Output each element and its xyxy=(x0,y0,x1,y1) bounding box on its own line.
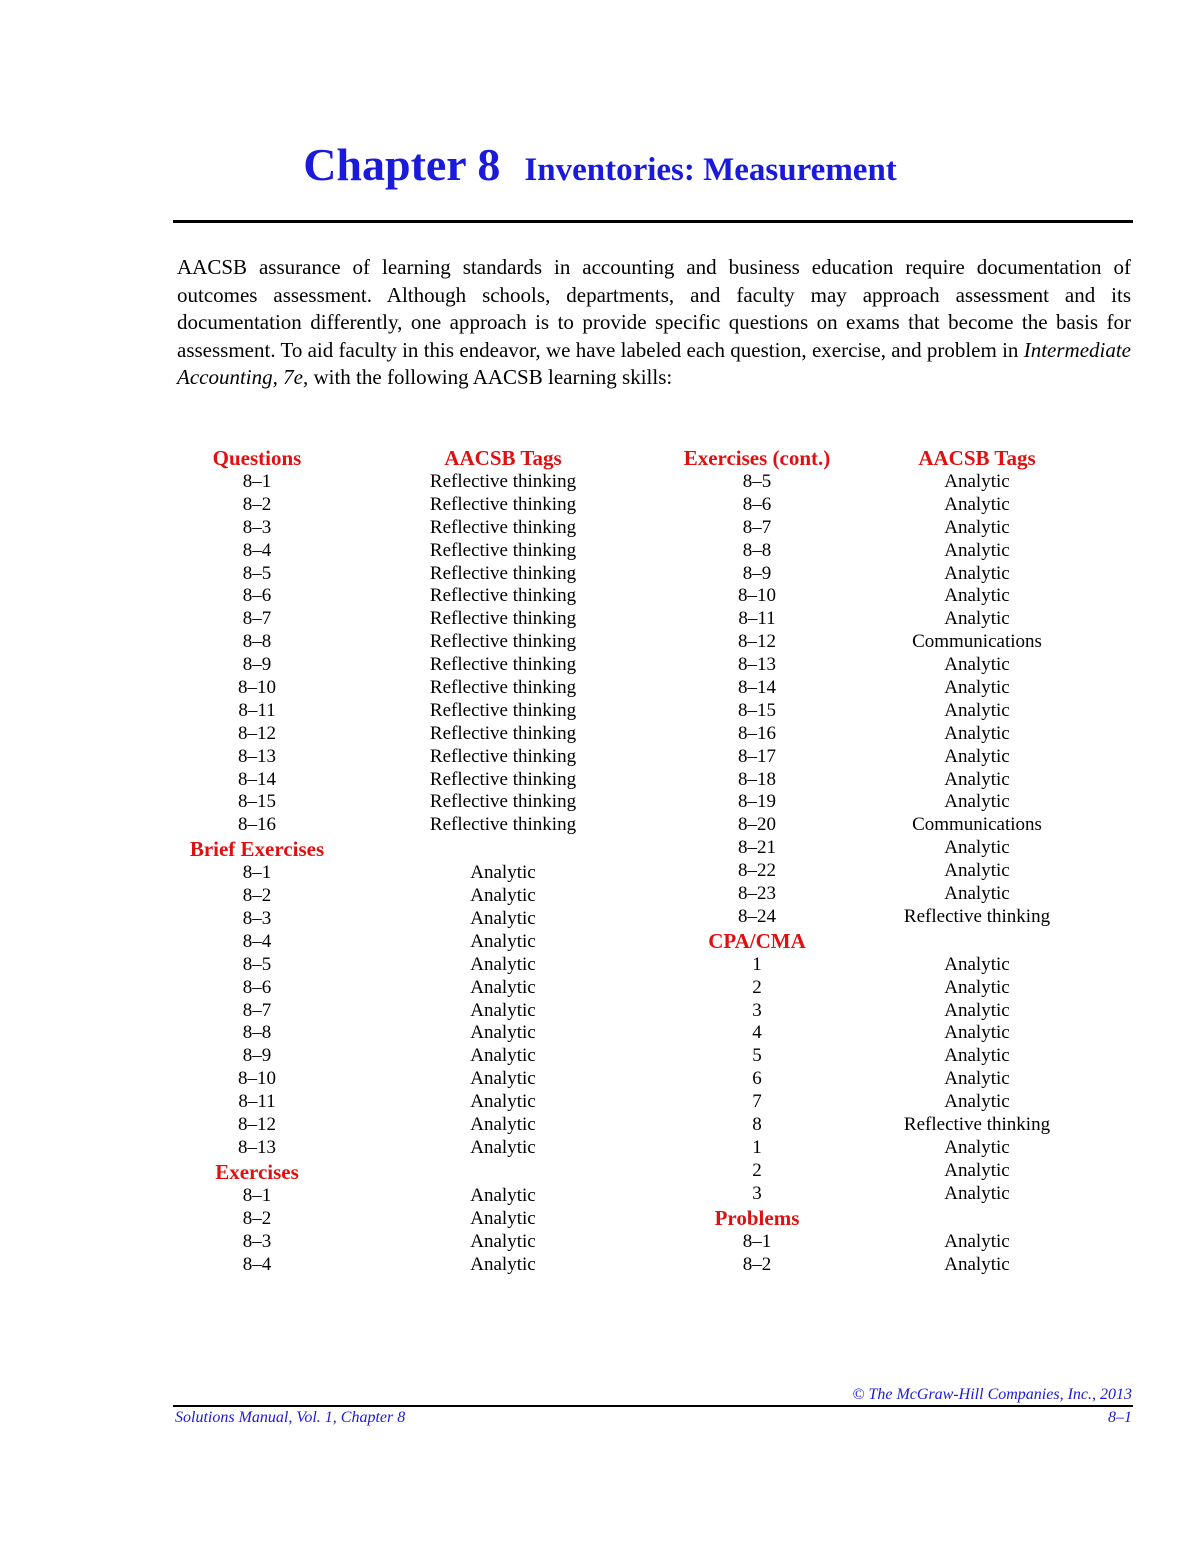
table-cell: Communications xyxy=(912,814,1042,836)
table-cell: Analytic xyxy=(944,1091,1010,1113)
table-cell: Analytic xyxy=(944,1182,1010,1204)
table-cell: 1 xyxy=(752,953,762,975)
table-cell: 8–9 xyxy=(242,1045,272,1067)
intro-paragraph xyxy=(177,254,1131,392)
table-cell: 8–1 xyxy=(742,1230,772,1252)
section-heading xyxy=(403,837,603,862)
section-heading: CPA/CMA xyxy=(708,928,806,953)
table-cell: 8–7 xyxy=(242,608,272,630)
table-cell: Analytic xyxy=(944,1045,1010,1067)
table-cell: Analytic xyxy=(470,862,536,884)
table-cell: Reflective thinking xyxy=(429,493,577,515)
table-cell: 8–5 xyxy=(242,562,272,584)
table-cell: 8–24 xyxy=(738,905,776,927)
table-cell: Analytic xyxy=(470,1253,536,1275)
title-divider xyxy=(173,220,1133,223)
table-cell: Analytic xyxy=(944,953,1010,975)
table-cell: 8–19 xyxy=(738,791,776,813)
book-title: Intermediate Accounting, 7e, xyxy=(177,337,1131,390)
table-cell: Analytic xyxy=(470,885,536,907)
table-cell: 8–13 xyxy=(738,654,776,676)
table-cell: Reflective thinking xyxy=(429,654,577,676)
tag-column-right xyxy=(877,446,1077,1276)
table-cell: 8–2 xyxy=(742,1253,772,1275)
copyright-notice: © The McGraw-Hill Companies, Inc., 2013 xyxy=(852,1386,1132,1403)
table-cell: Analytic xyxy=(944,837,1010,859)
table-cell: Analytic xyxy=(944,493,1010,515)
table-cell: 8–7 xyxy=(242,999,272,1021)
table-cell: 8–2 xyxy=(242,493,272,515)
table-cell: Analytic xyxy=(470,1136,536,1158)
table-cell: 8–18 xyxy=(738,768,776,790)
table-cell: 8–23 xyxy=(738,883,776,905)
table-cell: Analytic xyxy=(944,791,1010,813)
table-cell: Reflective thinking xyxy=(429,677,577,699)
table-cell: Analytic xyxy=(944,1022,1010,1044)
table-cell: 8–6 xyxy=(742,493,772,515)
section-heading xyxy=(877,929,1077,954)
table-cell: 8–6 xyxy=(242,585,272,607)
table-cell: 8–14 xyxy=(738,677,776,699)
table-cell: 8–8 xyxy=(742,539,772,561)
item-column-right xyxy=(657,446,857,1276)
table-cell: 4 xyxy=(752,1022,762,1044)
table-cell: Analytic xyxy=(470,953,536,975)
table-cell: 8–3 xyxy=(242,908,272,930)
table-cell: 8–2 xyxy=(242,1207,272,1229)
table-cell: Analytic xyxy=(944,1253,1010,1275)
table-cell: 8–1 xyxy=(242,1184,272,1206)
table-cell: 8–16 xyxy=(738,722,776,744)
table-cell: 2 xyxy=(752,1159,762,1181)
table-cell: 1 xyxy=(752,1136,762,1158)
section-heading: Problems xyxy=(714,1205,800,1230)
section-heading: AACSB Tags xyxy=(918,446,1036,470)
table-cell: 8–17 xyxy=(738,745,776,767)
table-cell: Analytic xyxy=(944,976,1010,998)
table-cell: 8–12 xyxy=(238,1114,276,1136)
table-cell: 8–9 xyxy=(742,562,772,584)
table-cell: 8–7 xyxy=(742,516,772,538)
table-cell: Analytic xyxy=(944,654,1010,676)
table-cell: Analytic xyxy=(944,677,1010,699)
table-cell: 8–10 xyxy=(238,677,276,699)
table-cell: 8–8 xyxy=(242,631,272,653)
chapter-number: Chapter 8 xyxy=(303,139,501,190)
table-cell: Analytic xyxy=(944,999,1010,1021)
table-cell: Communications xyxy=(912,631,1042,653)
table-cell: Reflective thinking xyxy=(429,814,577,836)
page-title xyxy=(0,138,1200,191)
section-heading xyxy=(403,1160,603,1185)
section-heading: Exercises (cont.) xyxy=(683,446,831,470)
section-heading: Questions xyxy=(212,446,302,470)
table-cell: 3 xyxy=(752,999,762,1021)
table-cell: Analytic xyxy=(944,562,1010,584)
table-cell: 8 xyxy=(752,1114,762,1136)
table-cell: 8–5 xyxy=(742,471,772,492)
table-cell: 8–12 xyxy=(738,631,776,653)
table-cell: Analytic xyxy=(944,860,1010,882)
table-cell: 8–4 xyxy=(242,539,272,561)
table-cell: Analytic xyxy=(944,1068,1010,1090)
table-cell: Analytic xyxy=(944,1159,1010,1181)
table-cell: 8–11 xyxy=(238,1091,276,1113)
intro-text-start: AACSB assurance of learning standards in accounting and business education require documentation of outcomes assessment. Although schools, departments, and faculty may approach assessment and its documentation differently, one approach is to provide specific questions on exams that become the basis for assessment. To aid faculty in this endeavor, we have labeled each question, exercise, and problem in xyxy=(177,255,1131,362)
table-cell: 8–11 xyxy=(738,608,776,630)
table-cell: Analytic xyxy=(470,999,536,1021)
table-cell: Reflective thinking xyxy=(429,539,577,561)
table-cell: 8–21 xyxy=(738,837,776,859)
table-cell: Analytic xyxy=(470,1022,536,1044)
section-heading: AACSB Tags xyxy=(444,446,562,470)
table-cell: Analytic xyxy=(470,1207,536,1229)
table-cell: 8–12 xyxy=(238,722,276,744)
table-cell: Reflective thinking xyxy=(429,562,577,584)
table-cell: Reflective thinking xyxy=(429,791,577,813)
table-cell: Analytic xyxy=(470,930,536,952)
table-cell: Analytic xyxy=(944,516,1010,538)
table-cell: 8–9 xyxy=(242,654,272,676)
table-cell: Reflective thinking xyxy=(429,516,577,538)
table-cell: Analytic xyxy=(944,722,1010,744)
section-heading: Brief Exercises xyxy=(189,837,325,862)
chapter-topic: Inventories: Measurement xyxy=(524,152,897,188)
table-cell: 8–1 xyxy=(242,862,272,884)
table-cell: Reflective thinking xyxy=(429,608,577,630)
table-cell: 8–3 xyxy=(242,1230,272,1252)
table-cell: 5 xyxy=(752,1045,762,1067)
table-cell: 8–14 xyxy=(238,768,276,790)
table-cell: 8–6 xyxy=(242,976,272,998)
table-cell: 3 xyxy=(752,1182,762,1204)
table-cell: Analytic xyxy=(944,471,1010,492)
intro-text-end: with the following AACSB learning skills: xyxy=(308,365,673,390)
table-cell: Reflective thinking xyxy=(429,745,577,767)
table-cell: Analytic xyxy=(470,1091,536,1113)
table-cell: 8–15 xyxy=(738,699,776,721)
page-number: 8–1 xyxy=(1108,1409,1132,1426)
footer-source: Solutions Manual, Vol. 1, Chapter 8 xyxy=(175,1409,406,1426)
table-cell: Analytic xyxy=(470,976,536,998)
table-cell: 8–4 xyxy=(242,930,272,952)
table-cell: 7 xyxy=(752,1091,762,1113)
table-cell: 8–10 xyxy=(238,1068,276,1090)
table-cell: Reflective thinking xyxy=(429,585,577,607)
table-cell: Analytic xyxy=(944,1230,1010,1252)
table-cell: 8–20 xyxy=(738,814,776,836)
table-cell: 8–2 xyxy=(242,885,272,907)
tag-column-left xyxy=(403,446,603,1276)
table-cell: 8–8 xyxy=(242,1022,272,1044)
footer-divider xyxy=(173,1405,1133,1407)
table-cell: 6 xyxy=(752,1068,762,1090)
table-cell: Analytic xyxy=(944,745,1010,767)
table-cell: 8–1 xyxy=(242,471,272,492)
table-cell: 8–22 xyxy=(738,860,776,882)
table-cell: 8–13 xyxy=(238,1136,276,1158)
table-cell: Analytic xyxy=(470,1045,536,1067)
table-cell: Analytic xyxy=(470,1230,536,1252)
table-cell: Analytic xyxy=(944,539,1010,561)
table-cell: Analytic xyxy=(470,1068,536,1090)
table-cell: Reflective thinking xyxy=(429,631,577,653)
table-cell: Analytic xyxy=(944,608,1010,630)
table-cell: Reflective thinking xyxy=(429,699,577,721)
item-column-left xyxy=(157,446,357,1276)
table-cell: 8–5 xyxy=(242,953,272,975)
table-cell: 8–15 xyxy=(238,791,276,813)
section-heading: Exercises xyxy=(215,1159,299,1184)
table-cell: Reflective thinking xyxy=(903,1114,1051,1136)
table-cell: Reflective thinking xyxy=(429,768,577,790)
table-cell: 8–11 xyxy=(238,699,276,721)
table-cell: 8–13 xyxy=(238,745,276,767)
table-cell: Analytic xyxy=(944,699,1010,721)
table-cell: Analytic xyxy=(944,1136,1010,1158)
table-cell: 8–4 xyxy=(242,1253,272,1275)
table-cell: 8–10 xyxy=(738,585,776,607)
table-cell: Reflective thinking xyxy=(429,471,577,492)
table-cell: Analytic xyxy=(470,1114,536,1136)
table-cell: 8–3 xyxy=(242,516,272,538)
table-cell: 8–16 xyxy=(238,814,276,836)
table-cell: Analytic xyxy=(944,883,1010,905)
table-cell: Analytic xyxy=(944,585,1010,607)
table-cell: Analytic xyxy=(470,1184,536,1206)
table-cell: 2 xyxy=(752,976,762,998)
table-cell: Reflective thinking xyxy=(903,905,1051,927)
section-heading xyxy=(877,1206,1077,1231)
table-cell: Analytic xyxy=(944,768,1010,790)
table-cell: Analytic xyxy=(470,908,536,930)
table-cell: Reflective thinking xyxy=(429,722,577,744)
